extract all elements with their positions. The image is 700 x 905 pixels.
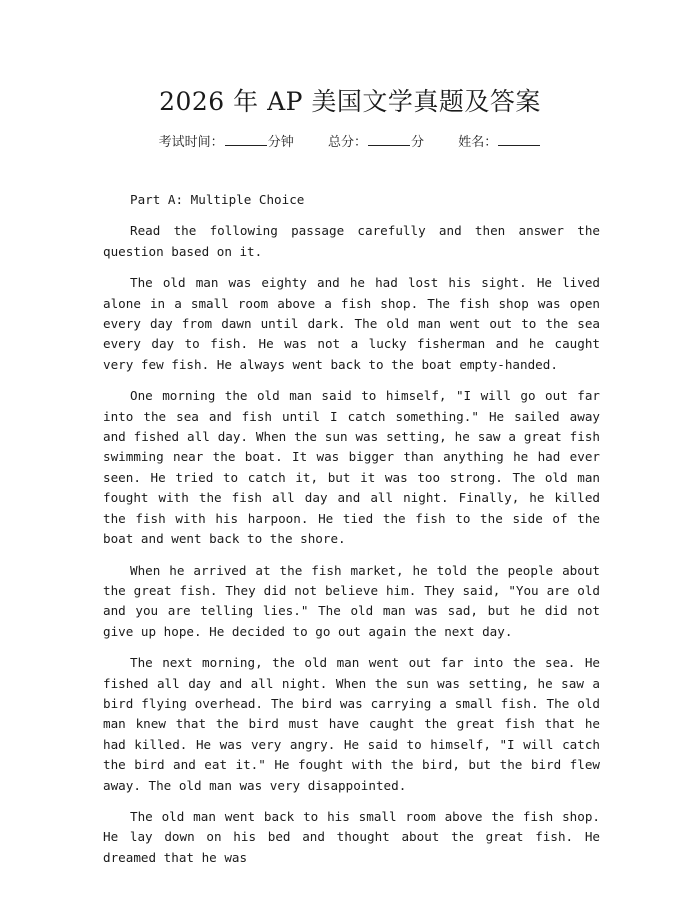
passage-paragraph: The old man went back to his small room above the fish shop. He lay down on his bed and thought about the great fish. He dreamed that he was xyxy=(103,808,600,865)
time-unit: 分钟 xyxy=(267,135,294,150)
score-blank xyxy=(368,133,410,146)
passage-paragraph: When he arrived at the fish market, he told the people about the great fish. They did not believe him. They said, "You are old and you are telling lies." The old man was sad, but he did not give up hope. He decided to go out again the next day. xyxy=(103,562,600,639)
passage-body xyxy=(103,190,600,879)
passage-paragraph: The next morning, the old man went out far into the sea. He fished all day and all night. When the sun was setting, he saw a bird flying overhead. The bird was carrying a small fish. The old man knew that the bird must have caught the great fish that he had killed. He was very angry. He said to himself, "I will catch the bird and eat it." He fought with the bird, but the bird flew away. The old man was very disappointed. xyxy=(103,655,600,793)
passage-paragraph: One morning the old man said to himself, "I will go out far into the sea and fish until I catch something." He sailed away and fished all day. When the sun was setting, he saw a great fish swimming near the boat. It was bigger than anything he had ever seen. He tried to catch it, but it was too strong. The old man fought with the fish all day and all night. Finally, he killed the fish with his harpoon. He tied the fish to the side of the boat and went back to the shore. xyxy=(103,388,600,547)
score-unit: 分 xyxy=(411,135,425,150)
name-label: 姓名： xyxy=(458,135,498,150)
name-blank xyxy=(498,133,540,146)
score-label: 总分： xyxy=(327,135,367,150)
time-label: 考试时间： xyxy=(158,135,224,150)
section-heading: Part A: Multiple Choice xyxy=(130,192,305,207)
instruction-text: Read the following passage carefully and then answer the question based on it. xyxy=(103,223,600,259)
name-field xyxy=(458,131,541,150)
time-blank xyxy=(225,133,267,146)
exam-info-line xyxy=(0,131,700,150)
score-field xyxy=(328,131,424,150)
page-title: 2026 年 AP 美国文学真题及答案 xyxy=(159,87,541,116)
passage-paragraph: The old man was eighty and he had lost his sight. He lived alone in a small room above a fish shop. The fish shop was open every day from dawn until dark. The old man went out to the sea every day to fish. He was not a lucky fisherman and he caught very few fish. He always went back to the boat empty-handed. xyxy=(103,275,600,372)
time-field xyxy=(159,131,294,150)
